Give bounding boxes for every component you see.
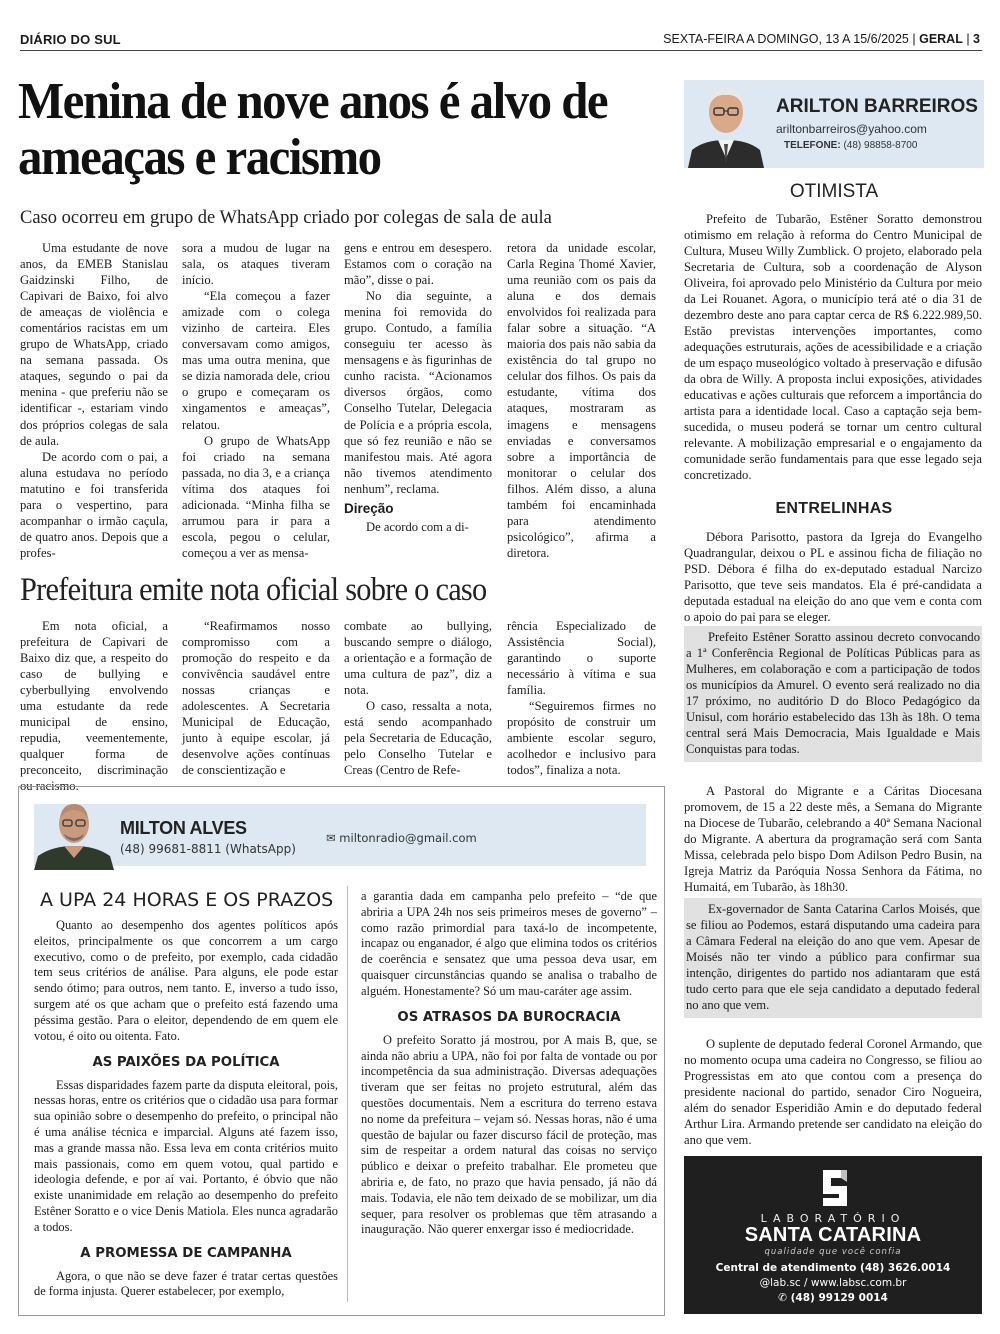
paragraph: a garantia dada em campanha pelo prefeito – “de que abriria a UPA 24h nos seis primeiros meses de governo” – como razão primordial para taxá-lo de incompetente, incapaz ou enganador, é algo que elimina todos os critérios de coerência e sensatez que uma pessoa deva usar, em quaisquer circunstâncias quando se analisa o trabalho de alguém. Honestamente? Só um mau-caráter age assim. [361,889,657,998]
main-subhead: Caso ocorreu em grupo de WhatsApp criado por colegas de sala de aula [20,208,552,228]
paragraph: Essas disparidades fazem parte da disputa eleitoral, pois, nessas horas, entre os critérios que o cidadão usa para formar sua opinião sobre o desempenho do prefeito, o principal não é uma análise técnica e imparcial. Alguns até fazem isso, mas a grande massa não. Essa leva em conta critérios muito mais passionais, como em quem votou, qual partido e ideologia defende, e por aí vai. Portanto, é óbvio que não existe unanimidade em relação ao desempenho do prefeito Estêner Soratto e o vice Denis Matiola. Eles nunca agradarão a todos. [34,1077,338,1234]
story2-column-2 [182,618,330,778]
ad-lab-label: LABORATÓRIO [760,1212,906,1225]
paragraph: Quanto ao desempenho dos agentes políticos após eleitos, principalmente os que concorrem a um cargo executivo, como o de prefeito, por exemplo, cada cidadão tem seus critérios de análise. Para alguns, ele pode estar sendo ótimo; para outros, nem tanto. E, inverso a tudo isso, surgem até os que acham que o prefeito está fazendo uma péssima gestão. Para o eleitor, dependendo de em quem ele votou, é oito ou oitenta. Fato. [34,918,338,1043]
paragraph: Ex-governador de Santa Catarina Carlos Moisés, que se filiou ao Podemos, estará disputando uma cadeira para a Câmara Federal na eleição do ano que vem. Apesar de Moisés não ter vindo a público para confirmar sua intenção, dirigentes do partido nos adiantaram que está tudo certo para que ele seja candidato a deputado federal no ano que vem. [686,902,980,1012]
lab-logo-icon [817,1168,853,1208]
paragraph: Em nota oficial, a prefeitura de Capivari de Baixo diz que, a respeito do caso de bullying e cyberbullying envolvendo uma estudante da rede municipal de ensino, repudia, veementemente, qualquer forma de preconceito, discriminação ou racismo. [20,619,168,794]
entrelinhas-note-1 [684,530,982,626]
column-title: A UPA 24 HORAS E OS PRAZOS [40,889,334,911]
page-dateline: SEXTA-FEIRA A DOMINGO, 13 A 15/6/2025 | GERAL | 3 [663,32,980,46]
paragraph: “Ela começou a fazer amizade com o colega vizinho de carteira. Eles conversavam como amigos, mas uma outra menina, que se dizia namorada dele, criou o grupo e começaram os xingamentos e ameaças”, relatou. [182,289,330,432]
column-left-text [34,918,338,1300]
entrelinhas-note-2 [684,626,982,762]
story2-column-4 [507,618,656,778]
mail-icon: ✉ [326,831,336,845]
paragraph: Prefeito Estêner Soratto assinou decreto convocando a 1ª Conferência Regional de Políticas Públicas para as Mulheres, em colaboração e com a participação de todos os municípios da Amurel. O evento será realizado no dia 17 próximo, no auditório D do Bloco Pedagógico da Unisul, com horário estabelecido das 13h às 18h. O tema central será Mais Democracia, Mais Igualdade e Mais Conquistas para todas. [686,630,980,756]
dateline-date: SEXTA-FEIRA A DOMINGO, 13 A 15/6/2025 [663,32,909,46]
header-rule [20,50,982,51]
main-column-3 [344,240,492,535]
newspaper-name: DIÁRIO DO SUL [20,32,121,47]
paragraph: “Seguiremos firmes no propósito de construir um ambiente escolar seguro, acolhedor e inclusivo para todos”, finaliza a nota. [507,699,656,778]
main-headline: Menina de nove anos é alvo de ameaças e racismo [18,73,608,187]
main-column-2 [182,240,330,561]
columnist-bottom-email [326,831,477,845]
section-title-entrelinhas: ENTRELINHAS [775,500,893,517]
main-column-4 [507,240,656,561]
paragraph: A Pastoral do Migrante e a Cáritas Diocesana promovem, de 15 a 22 deste mês, a Semana do Migrante na Diocese de Tubarão, celebrando a 40ª Semana Nacional do Migrante. A abertura da programação será com Santa Missa, celebrada pelo bispo Dom Adilson Pedro Busin, na Igreja Matriz da Paróquia Nossa Senhora da Fátima, no Humaitá, em Tubarão, às 18h30. [684,784,982,894]
ad-web: @lab.sc / www.labsc.com.br [759,1277,907,1289]
paragraph: “Reafirmamos nosso compromisso com a promoção do respeito e da convivência saudável entre nossas crianças e adolescentes. A Secretaria Municipal de Educação, junto à equipe escolar, já desenvolve ações contínuas de conscientização e [182,619,330,778]
column-divider [347,886,348,1302]
phone-label: TELEFONE: [784,140,841,151]
email-text: miltonradio@gmail.com [339,831,477,845]
paragraph: Agora, o que não se deve fazer é tratar certas questões de forma injusta. Querer estabelecer, por exemplo, [34,1268,338,1299]
paragraph: De acordo com o pai, a aluna estudava no período matutino e foi transferida para o vespertino, para acompanhar o irmão caçula, de quatro anos. Depois que a profes- [20,449,168,560]
subtitle-direcao: Direção [344,500,394,516]
paragraph: No dia seguinte, a menina foi removida do grupo. Contudo, a família conseguiu ter acesso às mensagens e às figurinhas de cunho racista. “Acionamos diversos órgãos, como Conselho Tutelar, Delegacia de Polícia e a própria escola, que só fez reunião e não se manifestou mais. Até agora não tivemos atendimento nenhum”, reclama. [344,289,492,496]
paragraph: Débora Parisotto, pastora da Igreja do Evangelho Quadrangular, deixou o PL e assinou ficha de filiação no PSD. Débora é filha do ex-deputado estadual Narcizo Parisotto, que teve seis mandatos. Ela é pré-candidata a deputada estadual na eleição do ano que vem e conta com o apoio do pai para se eleger. [684,530,982,624]
paragraph: combate ao bullying, buscando sempre o diálogo, a orientação e a formação de uma cultura de paz”, diz a nota. [344,619,492,698]
whatsapp-icon: ✆ [778,1292,787,1304]
entrelinhas-note-3 [684,784,982,896]
section-title-otimista: OTIMISTA [789,181,879,202]
column-right-text [361,889,657,1238]
subtitle-promessa: A PROMESSA DE CAMPANHA [80,1245,292,1261]
main-column-1 [20,240,168,561]
paragraph: gens e entrou em desespero. Estamos com o coração na mão”, disse o pai. [344,241,492,288]
columnist-bottom-photo [34,798,114,870]
subtitle-atrasos: OS ATRASOS DA BUROCRACIA [397,1009,621,1025]
entrelinhas-note-4 [684,898,982,1018]
page-number: 3 [973,32,980,46]
paragraph: De acordo com a di- [366,519,469,534]
paragraph: rência Especializado de Assistência Social), garantindo o suporte necessário à vítima e sua família. [507,619,656,698]
subtitle-paixoes: AS PAIXÕES DA POLÍTICA [92,1054,280,1070]
paragraph: Prefeito de Tubarão, Estêner Soratto demonstrou otimismo em relação à reforma do Centro Municipal de Cultura, Museu Willy Zumblick. O projeto, elaborado pela Secretaria de Cultura, sob a coordenação de Alyson Oliveira, foi aprovado pelo Ministério da Cultura por meio da Lei Rouanet. Agora, o município terá até o dia 31 de dezembro deste ano para captar cerca de R$ 6.222.989,50. Estão previstas intervenções importantes, como adequações estruturais, ações de acessibilidade e a criação de um espaço museológico voltado à preservação e difusão da obra de Willy. A proposta inclui exposições, atividades educativas e ações culturais que reforcem a importância do artista para a identidade local. Caso a captação seja bem-sucedida, o museu poderá se tornar um centro cultural relevante. A mobilização empresarial e o engajamento da comunidade serão fundamentais para que esse legado seja concretizado. [684,212,982,482]
story2-headline: Prefeitura emite nota oficial sobre o caso [20,572,487,608]
ad-whatsapp [684,1292,982,1304]
ad-tagline: qualidade que você confia [764,1247,902,1257]
paragraph: O suplente de deputado federal Coronel Armando, que no momento ocupa uma cadeira no Congresso, se filiou ao Progressistas em ato que contou com a presença do presidente nacional do partido, senador Ciro Nogueira, além do senador Esperidião Amin e do deputado federal Arthur Lira. Armando pretende ser candidato na eleição do ano que vem. [684,1037,982,1147]
section-name: GERAL [919,32,963,46]
paragraph: Uma estudante de nove anos, da EMEB Stanislau Gaidzinski Filho, de Capivari de Baixo, foi alvo de ameaças de violência e comentários racistas em um grupo de WhatsApp, criado na semana passada. Os ataques, segundo o pai da menina - que preferiu não se identificar -, estariam vindo dos próprios colegas de sala de aula. [20,241,168,448]
columnist-email: ariltonbarreiros@yahoo.com [776,122,927,136]
columnist-phone [784,140,917,151]
ad-lab-name: SANTA CATARINA [744,1224,922,1246]
paragraph: O grupo de WhatsApp foi criado na semana passada, no dia 3, e a criança vítima dos ataques foi adicionada. “Minha filha se arrumou para ir para a escola, pegou o celular, começou a ver as mensa- [182,433,330,560]
otimista-text [684,212,982,484]
paragraph: sora a mudou de lugar na sala, os ataques tiveram início. [182,241,330,288]
ad-phone: Central de atendimento (48) 3626.0014 [715,1262,951,1274]
columnist-name: ARILTON BARREIROS [776,96,978,117]
paragraph: O caso, ressalta a nota, está sendo acompanhado pela Secretaria de Educação, pelo Conselho Tutelar e Creas (Centro de Refe- [344,699,492,778]
columnist-photo [686,80,766,168]
paragraph: O prefeito Soratto já mostrou, por A mais B, que, se ainda não abriu a UPA, não foi por falta de vontade ou por incompetência da sua administração. Diversas adequações tiveram que ser feitas no projeto estrutural, além das questões documentais. Nem a escritura do terreno estava no nome da prefeitura – vejam só. Nessas horas, não é uma questão de bajular ou fazer discurso fácil de proteção, mas sim de respeitar a ordem natural das coisas no serviço público e deixar o prefeito trabalhar. Ele prometeu que abriria e, de fato, no prazo que havia pensado, já não dá mais. Todavia, ele não tem deixado de se mobilizar, um dia sequer, para resolver os problemas que têm atrasando a inauguração. Não querer enxergar isso é mediocridade. [361,1032,657,1237]
phone-number: (48) 98858-8700 [843,140,918,151]
entrelinhas-note-5 [684,1037,982,1149]
ad-whatsapp-number: (48) 99129 0014 [790,1292,888,1304]
story2-column-1 [20,618,168,795]
paragraph: retora da unidade escolar, Carla Regina Thomé Xavier, uma reunião com os pais da aluna e dos demais envolvidos foi realizada para falar sobre a situação. “A maioria dos pais não sabia da existência do tal grupo no celular dos filhos. Os pais da estudante, vítima dos ataques, mostraram as imagens e mensagens enviadas e conversamos sobre a importância de monitorar o celular dos filhos. Além disso, a aluna também foi encaminhada para atendimento psicológico”, afirma a diretora. [507,241,656,560]
story2-column-3 [344,618,492,778]
columnist-bottom-name: MILTON ALVES [120,818,247,838]
columnist-bottom-phone: (48) 99681-8811 (WhatsApp) [120,842,296,856]
